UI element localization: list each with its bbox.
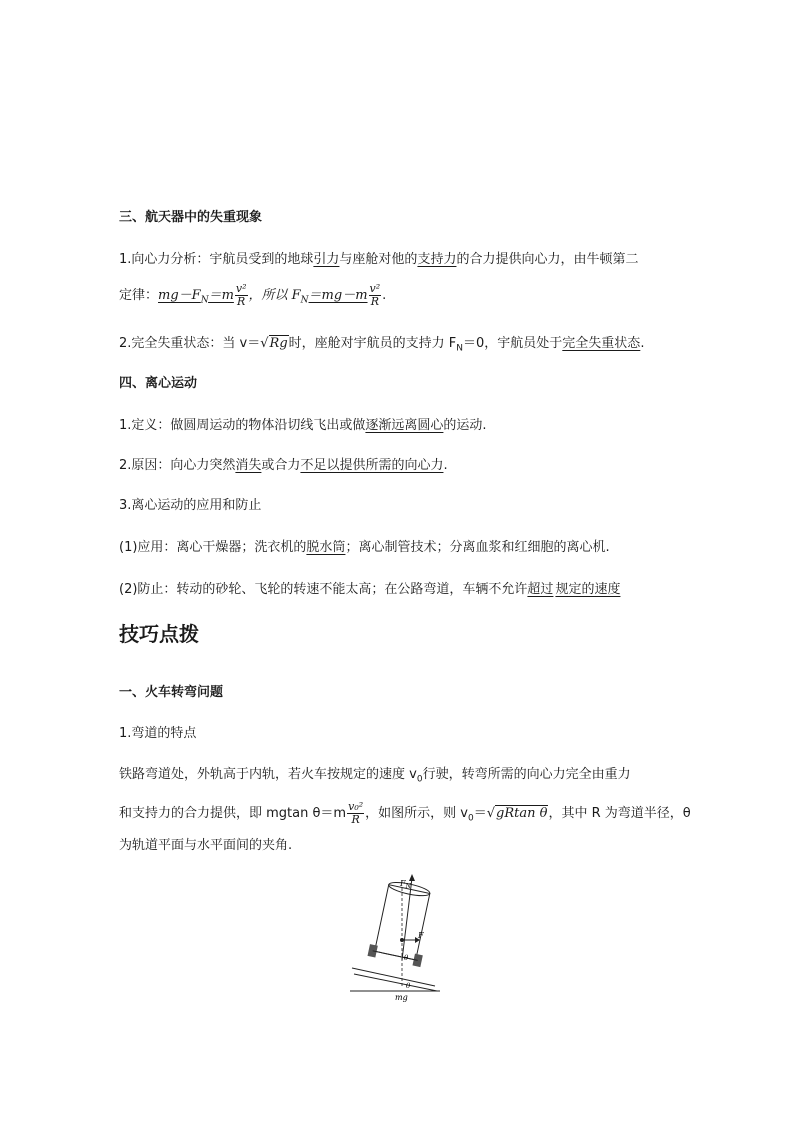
fraction xyxy=(347,801,364,826)
text: 行驶，转弯所需的向心力完全由重力 xyxy=(422,767,631,782)
formula-part: ＝m xyxy=(208,288,234,303)
label-theta-bottom: θ xyxy=(406,982,411,990)
train-turn-svg xyxy=(340,868,450,1008)
subscript: 0 xyxy=(467,813,474,824)
label-theta-top: θ xyxy=(404,954,409,962)
subscript: N xyxy=(456,343,464,354)
formula-part: mg－F xyxy=(158,288,201,303)
text: 2.原因：向心力突然 xyxy=(119,458,236,473)
text: 定律： xyxy=(119,288,159,303)
paragraph-reason xyxy=(119,456,448,476)
formula-underlined xyxy=(308,282,383,308)
label-net-force: F xyxy=(418,931,424,940)
fraction-denominator: R xyxy=(351,813,360,826)
normal-force-arrowhead xyxy=(409,874,415,881)
paragraph-definition xyxy=(119,416,487,436)
train-turn-diagram xyxy=(340,868,450,1008)
fraction-numerator: v² xyxy=(235,282,247,295)
text: . xyxy=(640,336,645,351)
text: ＝ xyxy=(473,806,487,821)
wheel-right xyxy=(412,954,422,967)
underlined-term: 超过 xyxy=(527,582,554,597)
paragraph-application-title: 3.离心运动的应用和防止 xyxy=(119,498,262,513)
text: ，其中 R 为弯道半径，θ xyxy=(548,806,691,821)
fraction-denominator: R xyxy=(237,295,246,308)
section-title-tips: 技巧点拨 xyxy=(119,622,199,646)
text: 铁路弯道处，外轨高于内轨，若火车按规定的速度 v xyxy=(119,767,417,782)
fraction-numerator: v² xyxy=(369,282,381,295)
text: (1)应用：离心干燥器；洗衣机的 xyxy=(119,540,307,555)
paragraph-prevention xyxy=(119,580,620,600)
text: ＝0，宇航员处于 xyxy=(463,336,563,351)
underlined-term: 消失 xyxy=(235,458,262,473)
underlined-term: 支持力 xyxy=(417,252,457,267)
normal-force-arrow xyxy=(402,878,412,960)
subscript: 0 xyxy=(416,774,423,785)
text: 和支持力的合力提供，即 mgtan θ＝m xyxy=(119,806,347,821)
text: ，如图所示，则 v xyxy=(365,806,468,821)
sqrt-content: gRtan θ xyxy=(496,806,548,821)
paragraph-curve-line3: 为轨道平面与水平面间的夹角. xyxy=(119,838,293,853)
label-gravity: mg xyxy=(395,993,408,1002)
text: ；离心制管技术；分离血浆和红细胞的离心机. xyxy=(345,540,610,555)
fraction xyxy=(235,283,248,308)
text: 时，座舱对宇航员的支持力 F xyxy=(288,336,457,351)
paragraph-curve-line2: 和支持力的合力提供，即 mgtan θ＝m $\frac{\text{v₀²}}{R}$ ，如图所示，则 $v_0=√gRtan$ θ，其中 R 为弯道半径，θ xyxy=(119,800,691,826)
underlined-term: 脱水筒 xyxy=(306,540,346,555)
subscript: N xyxy=(300,295,309,306)
section-heading-weightlessness: 三、航天器中的失重现象 xyxy=(119,210,263,225)
sub-heading-train-turn: 一、火车转弯问题 xyxy=(119,685,224,700)
text: 与座舱对他的 xyxy=(339,252,418,267)
text: (2)防止：转动的砂轮、飞轮的转速不能太高；在公路弯道，车辆不允许 xyxy=(119,582,528,597)
track-line-bottom xyxy=(354,974,437,991)
text: . xyxy=(382,288,387,303)
paragraph-centripetal-analysis-line1 xyxy=(119,250,638,270)
fraction xyxy=(369,283,382,308)
underlined-term: 规定的速度 xyxy=(555,582,621,597)
paragraph-centripetal-analysis-line2 xyxy=(119,283,386,311)
formula-underlined xyxy=(158,282,249,308)
text: 的合力提供向心力，由牛顿第二 xyxy=(456,252,639,267)
underlined-term: 不足以提供所需的向心力 xyxy=(300,458,444,473)
text: 2.完全失重状态：当 v＝ xyxy=(119,336,261,351)
fraction-denominator: R xyxy=(370,295,379,308)
text: 1.定义：做圆周运动的物体沿切线飞出或做 xyxy=(119,418,366,433)
subscript: N xyxy=(200,295,209,306)
formula-part: ＝mg－m xyxy=(308,288,368,303)
text: 的运动. xyxy=(443,418,487,433)
center-of-mass xyxy=(400,938,404,942)
track-line-top xyxy=(352,968,435,986)
section-heading-centrifugal: 四、离心运动 xyxy=(119,376,198,391)
paragraph-complete-weightlessness: 2.完全失重状态：当 v＝√Rg时，座舱对宇航员的支持力 $F_N=0$，宇航员处于完全失重状态. xyxy=(119,336,645,354)
underlined-term: 逐渐远离圆心 xyxy=(365,418,444,433)
sqrt-content: Rg xyxy=(269,336,288,351)
axle xyxy=(373,951,418,961)
text: . xyxy=(443,458,448,473)
text: 1.向心力分析：宇航员受到的地球 xyxy=(119,252,314,267)
paragraph-curve-features: 1.弯道的特点 xyxy=(119,726,197,741)
formula-part: ，所以 F xyxy=(248,288,301,303)
underlined-term: 完全失重状态 xyxy=(562,336,641,351)
text: 或合力 xyxy=(261,458,301,473)
paragraph-application xyxy=(119,538,610,558)
fraction-numerator: v₀² xyxy=(348,800,364,813)
label-normal-force: $F_N$ xyxy=(400,879,411,890)
underlined-term: 引力 xyxy=(313,252,340,267)
paragraph-curve-line1 xyxy=(119,765,631,790)
